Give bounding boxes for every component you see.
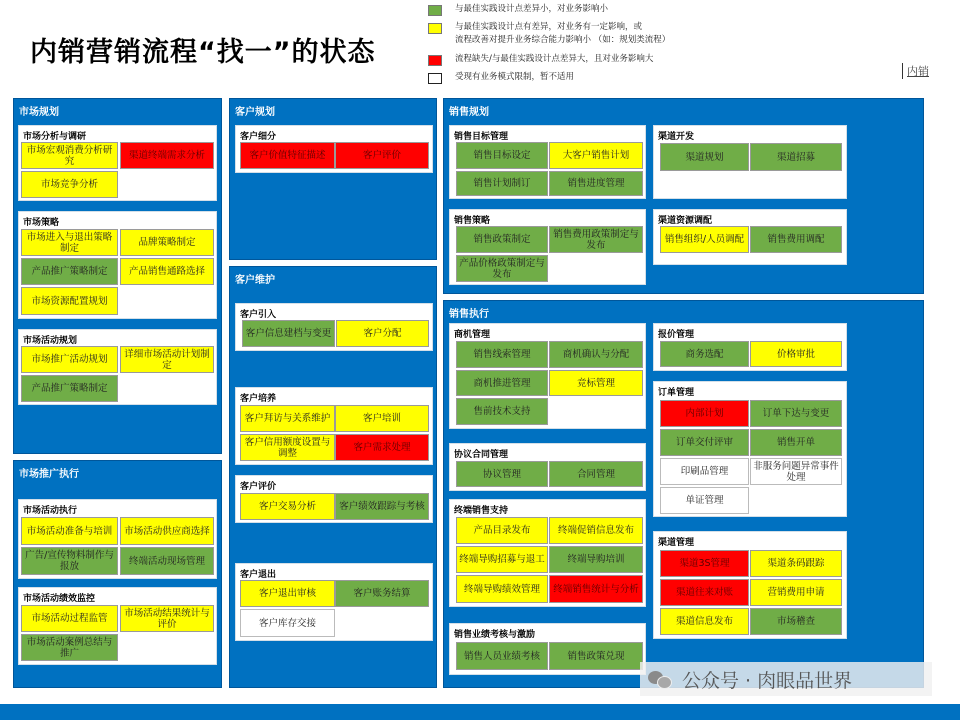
process-cell[interactable]: 销售政策兑现 bbox=[549, 642, 643, 670]
process-cell[interactable]: 竞标管理 bbox=[549, 370, 643, 396]
process-cell[interactable]: 渠道招募 bbox=[750, 143, 842, 171]
process-cell[interactable]: 产品推广策略制定 bbox=[21, 258, 118, 285]
legend-swatch-red bbox=[428, 55, 442, 66]
process-cell[interactable]: 产品销售通路选择 bbox=[120, 258, 214, 285]
group-title: 销售策略 bbox=[454, 216, 491, 226]
process-cell[interactable]: 大客户销售计划 bbox=[549, 142, 643, 169]
group-title: 市场分析与调研 bbox=[23, 132, 87, 142]
process-cell[interactable]: 终端促销信息发布 bbox=[549, 517, 643, 544]
panel-title: 销售执行 bbox=[449, 309, 489, 320]
panel-market-promotion bbox=[13, 460, 222, 688]
group-sales-target bbox=[449, 125, 646, 199]
group-title: 客户退出 bbox=[240, 570, 277, 580]
process-cell[interactable]: 价格审批 bbox=[750, 341, 842, 367]
group-market-analysis bbox=[18, 125, 217, 201]
process-cell[interactable]: 渠道3S管理 bbox=[660, 550, 749, 577]
process-cell[interactable]: 渠道往来对账 bbox=[660, 579, 749, 606]
process-cell[interactable]: 品牌策略制定 bbox=[120, 229, 214, 256]
panel-title: 市场规划 bbox=[19, 107, 59, 118]
process-cell[interactable]: 销售进度管理 bbox=[549, 171, 643, 196]
legend-swatch-white bbox=[428, 73, 442, 84]
process-cell[interactable]: 销售计划制订 bbox=[456, 171, 548, 196]
process-cell[interactable]: 详细市场活动计划制定 bbox=[120, 346, 214, 373]
group-title: 终端销售支持 bbox=[454, 506, 509, 516]
panel-sales-execution bbox=[443, 300, 924, 688]
process-cell[interactable]: 销售组织/人员调配 bbox=[660, 226, 749, 253]
legend-item-green bbox=[424, 2, 764, 20]
group-title: 销售业绩考核与激励 bbox=[454, 630, 536, 640]
group-title: 客户评价 bbox=[240, 482, 277, 492]
process-cell[interactable]: 销售目标设定 bbox=[456, 142, 548, 169]
group-market-activity-monitor bbox=[18, 587, 217, 665]
group-contract bbox=[449, 443, 646, 491]
group-customer-intake bbox=[235, 303, 433, 351]
group-channel-resource bbox=[653, 209, 847, 265]
group-title: 客户细分 bbox=[240, 132, 277, 142]
group-channel-development bbox=[653, 125, 847, 199]
process-cell[interactable]: 营销费用申请 bbox=[750, 579, 842, 606]
process-cell[interactable]: 广告/宣传物料制作与报放 bbox=[21, 547, 118, 575]
group-channel-management bbox=[653, 531, 847, 639]
group-quotation bbox=[653, 323, 847, 371]
group-title: 市场策略 bbox=[23, 218, 60, 228]
process-cell[interactable]: 市场竞争分析 bbox=[21, 171, 118, 198]
group-title: 订单管理 bbox=[658, 388, 695, 398]
legend-swatch-yellow bbox=[428, 23, 442, 34]
group-sales-strategy bbox=[449, 209, 646, 285]
process-cell[interactable]: 市场资源配置规划 bbox=[21, 287, 118, 315]
page-title: 内销营销流程“找一”的状态 bbox=[30, 37, 376, 68]
group-title: 渠道资源调配 bbox=[658, 216, 713, 226]
process-cell[interactable]: 市场活动过程监管 bbox=[21, 605, 118, 632]
legend-label: 与最佳实践设计点差异小，对业务影响小 bbox=[455, 4, 609, 14]
legend-label: 受现有业务模式限制，暂不适用 bbox=[455, 72, 575, 82]
process-cell[interactable]: 客户交易分析 bbox=[240, 493, 335, 520]
group-title: 市场活动规划 bbox=[23, 336, 78, 346]
process-cell[interactable]: 客户账务结算 bbox=[335, 580, 429, 607]
process-cell[interactable]: 终端销售统计与分析 bbox=[549, 575, 643, 603]
process-cell[interactable]: 协议管理 bbox=[456, 461, 548, 487]
process-cell[interactable]: 终端导购招募与退工 bbox=[456, 546, 548, 573]
watermark bbox=[640, 662, 932, 696]
process-cell[interactable]: 客户需求处理 bbox=[335, 434, 429, 461]
group-customer-cultivation bbox=[235, 387, 433, 465]
group-order bbox=[653, 381, 847, 517]
top-right-label: 内销 bbox=[902, 63, 929, 79]
panel-title: 销售规划 bbox=[449, 107, 489, 118]
process-cell[interactable]: 市场推广活动规划 bbox=[21, 346, 118, 373]
process-cell[interactable]: 商机推进管理 bbox=[456, 370, 548, 396]
process-cell[interactable]: 终端导购培训 bbox=[549, 546, 643, 573]
legend-item-yellow bbox=[424, 20, 764, 52]
panel-sales-planning bbox=[443, 98, 924, 294]
legend-label: 流程缺失/与最佳实践设计点差异大，且对业务影响大 bbox=[455, 54, 654, 64]
process-cell[interactable]: 销售人员业绩考核 bbox=[456, 642, 548, 670]
group-title: 报价管理 bbox=[658, 330, 695, 340]
process-cell[interactable]: 市场进入与退出策略制定 bbox=[21, 229, 118, 256]
legend-label-line2: 流程改善对提升业务综合能力影响小 （如：规划类流程） bbox=[455, 35, 671, 45]
group-title: 销售目标管理 bbox=[454, 132, 509, 142]
process-cell[interactable]: 非服务问题异常事件处理 bbox=[750, 458, 842, 485]
panel-customer-maintenance bbox=[229, 266, 437, 688]
process-cell[interactable]: 终端导购绩效管理 bbox=[456, 575, 548, 603]
process-cell[interactable]: 商务选配 bbox=[660, 341, 749, 367]
process-cell[interactable]: 单证管理 bbox=[660, 487, 749, 514]
process-cell[interactable]: 订单交付评审 bbox=[660, 429, 749, 456]
group-title: 渠道开发 bbox=[658, 132, 695, 142]
legend-item-red bbox=[424, 52, 764, 70]
process-cell[interactable]: 客户价值特征描述 bbox=[240, 142, 335, 169]
process-cell[interactable]: 订单下达与变更 bbox=[750, 400, 842, 427]
group-market-activity-exec bbox=[18, 499, 217, 579]
process-cell[interactable]: 客户绩效跟踪与考核 bbox=[335, 493, 429, 520]
process-cell[interactable]: 客户库存交接 bbox=[240, 609, 335, 637]
process-cell[interactable]: 客户信息建档与变更 bbox=[242, 320, 335, 347]
group-title: 商机管理 bbox=[454, 330, 491, 340]
process-cell[interactable]: 销售费用政策制定与发布 bbox=[549, 226, 643, 253]
process-cell[interactable]: 销售开单 bbox=[750, 429, 842, 456]
legend-swatch-green bbox=[428, 5, 442, 16]
group-opportunity bbox=[449, 323, 646, 429]
process-cell[interactable]: 市场宏观消费分析研究 bbox=[21, 142, 118, 169]
group-title: 协议合同管理 bbox=[454, 450, 509, 460]
process-cell[interactable]: 渠道终端需求分析 bbox=[120, 142, 214, 169]
process-cell[interactable]: 销售政策制定 bbox=[456, 226, 548, 253]
process-cell[interactable]: 产品推广策略制定 bbox=[21, 375, 118, 402]
process-cell[interactable]: 产品目录发布 bbox=[456, 517, 548, 544]
process-cell[interactable]: 产品价格政策制定与发布 bbox=[456, 255, 548, 282]
process-cell[interactable]: 终端活动现场管理 bbox=[120, 547, 214, 575]
panel-title: 市场推广执行 bbox=[19, 469, 79, 480]
group-customer-evaluation bbox=[235, 475, 433, 523]
process-cell[interactable]: 市场活动案例总结与推广 bbox=[21, 634, 118, 661]
process-cell[interactable]: 客户拜访与关系维护 bbox=[240, 405, 335, 432]
process-cell[interactable]: 市场活动准备与培训 bbox=[21, 517, 118, 545]
group-terminal-sales bbox=[449, 499, 646, 607]
process-cell[interactable]: 合同管理 bbox=[549, 461, 643, 487]
legend-label: 与最佳实践设计点有差异，对业务有一定影响，或 bbox=[455, 22, 643, 32]
group-market-strategy bbox=[18, 211, 217, 319]
group-title: 客户培养 bbox=[240, 394, 277, 404]
process-cell[interactable]: 印刷品管理 bbox=[660, 458, 749, 485]
group-sales-performance bbox=[449, 623, 646, 675]
panel-market-planning bbox=[13, 98, 222, 454]
process-cell[interactable]: 内部计划 bbox=[660, 400, 749, 427]
process-cell[interactable]: 客户评价 bbox=[335, 142, 429, 169]
bottom-bar bbox=[0, 704, 960, 720]
process-cell[interactable]: 市场活动供应商选择 bbox=[120, 517, 214, 545]
group-title: 客户引入 bbox=[240, 310, 277, 320]
process-cell[interactable]: 渠道条码跟踪 bbox=[750, 550, 842, 577]
legend-item-white bbox=[424, 70, 764, 88]
process-cell[interactable]: 客户分配 bbox=[336, 320, 429, 347]
group-title: 市场活动执行 bbox=[23, 506, 78, 516]
process-cell[interactable]: 市场活动结果统计与评价 bbox=[120, 605, 214, 632]
process-cell[interactable]: 售前技术支持 bbox=[456, 398, 548, 425]
group-customer-exit bbox=[235, 563, 433, 641]
legend bbox=[424, 2, 764, 88]
group-title: 市场活动绩效监控 bbox=[23, 594, 96, 604]
process-cell[interactable]: 销售费用调配 bbox=[750, 226, 842, 253]
panel-title: 客户维护 bbox=[235, 275, 275, 286]
panel-title: 客户规划 bbox=[235, 107, 275, 118]
process-cell[interactable]: 商机确认与分配 bbox=[549, 341, 643, 368]
process-cell[interactable]: 销售线索管理 bbox=[456, 341, 548, 368]
wechat-icon bbox=[648, 669, 672, 689]
process-cell[interactable]: 客户退出审核 bbox=[240, 580, 335, 607]
watermark-text: 公众号 · 肉眼品世界 bbox=[682, 669, 853, 692]
group-title: 渠道管理 bbox=[658, 538, 695, 548]
process-cell[interactable]: 市场稽查 bbox=[750, 608, 842, 635]
group-market-activity-planning bbox=[18, 329, 217, 405]
process-cell[interactable]: 客户信用额度设置与调整 bbox=[240, 434, 335, 461]
panel-customer-planning bbox=[229, 98, 437, 260]
process-cell[interactable]: 渠道信息发布 bbox=[660, 608, 749, 635]
process-cell[interactable]: 渠道规划 bbox=[660, 143, 749, 171]
group-customer-segmentation bbox=[235, 125, 433, 173]
process-cell[interactable]: 客户培训 bbox=[335, 405, 429, 432]
